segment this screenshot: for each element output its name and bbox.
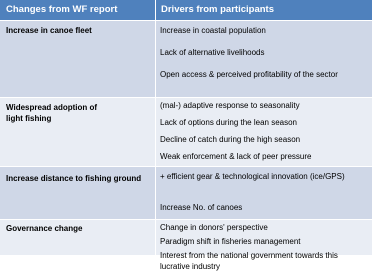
driver-item: Change in donors' perspective — [160, 223, 268, 232]
driver-item: + efficient gear & technological innovation (ice/GPS) — [160, 172, 345, 181]
change-cell: Increase in canoe fleet — [6, 26, 92, 35]
driver-item: Decline of catch during the high season — [160, 135, 301, 144]
header-drivers: Drivers from participants — [161, 4, 274, 15]
row-divider — [0, 219, 372, 220]
table-row — [0, 166, 372, 219]
change-cell: Increase distance to fishing ground — [6, 174, 142, 183]
header-changes: Changes from WF report — [6, 4, 118, 15]
row-divider — [0, 166, 372, 167]
driver-item: (mal-) adaptive response to seasonality — [160, 101, 300, 110]
change-cell: Governance change — [6, 224, 83, 233]
table-row — [0, 20, 372, 97]
driver-item: Paradigm shift in fisheries management — [160, 237, 301, 246]
table-header — [0, 0, 372, 20]
row-divider — [0, 20, 372, 21]
column-divider — [155, 0, 156, 255]
driver-item: Increase No. of canoes — [160, 203, 243, 212]
driver-item: Open access & perceived profitability of the sector — [160, 70, 338, 79]
row-divider — [0, 97, 372, 98]
table-row — [0, 97, 372, 166]
driver-item: Weak enforcement & lack of peer pressure — [160, 152, 312, 161]
driver-item: Lack of options during the lean season — [160, 118, 297, 127]
driver-item: Lack of alternative livelihoods — [160, 48, 265, 57]
driver-item: Interest from the national government towards this lucrative industry — [160, 251, 338, 271]
table-row — [0, 219, 372, 271]
driver-item: Increase in coastal population — [160, 26, 266, 35]
change-cell: Widespread adoption of light fishing — [6, 103, 98, 123]
